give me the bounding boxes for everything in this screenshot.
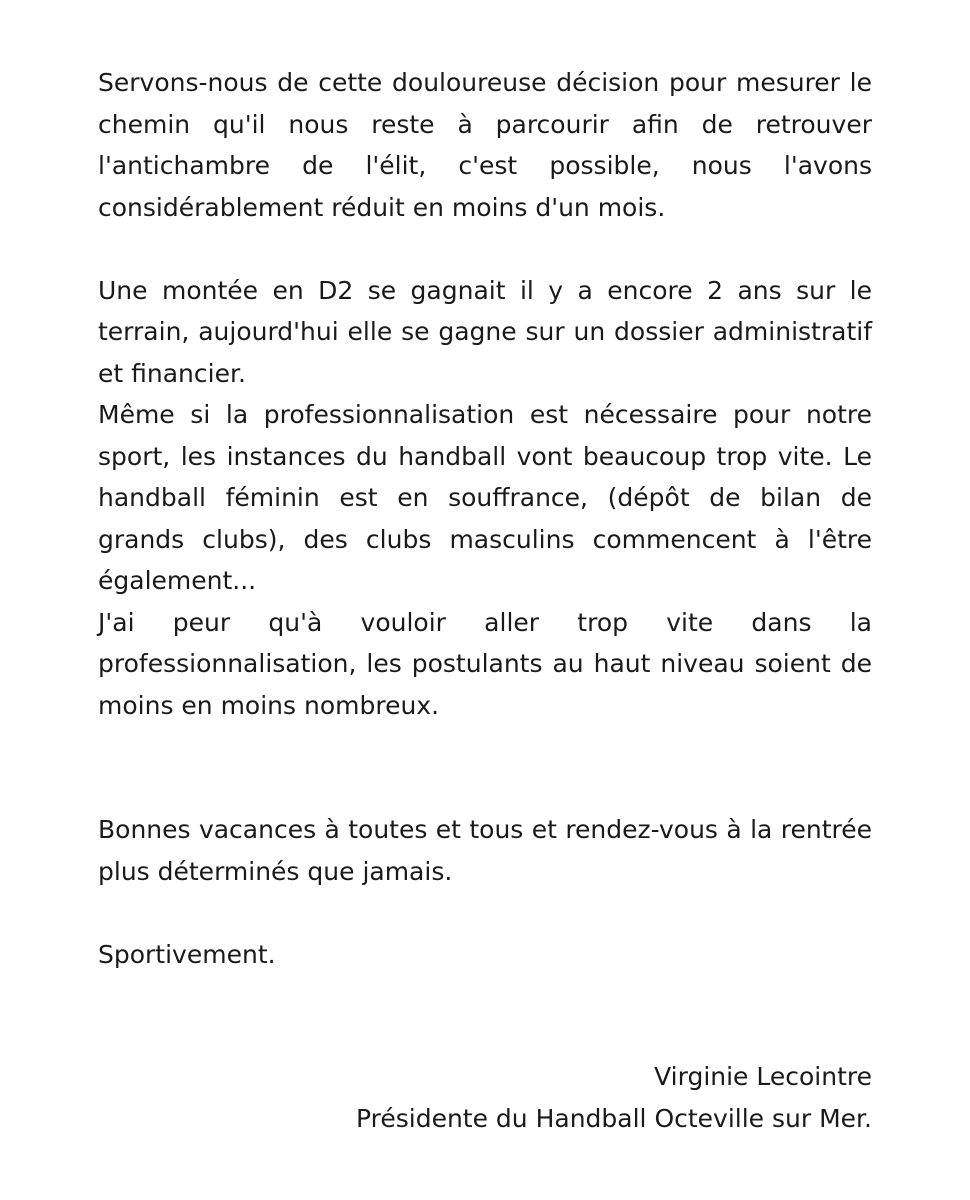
paragraph-spacer xyxy=(98,726,872,809)
paragraph-spacer xyxy=(98,228,872,270)
signature-block xyxy=(356,1056,872,1139)
paragraph-closing: Sportivement. xyxy=(98,939,276,969)
signature-title: Présidente du Handball Octeville sur Mer. xyxy=(355,1103,872,1133)
signature-name: Virginie Lecointre xyxy=(654,1062,872,1091)
paragraph-fear: J'ai peur qu'à vouloir aller trop vite dans la professionnalisation, les postulants au haut niveau soient de moins en moins nombreux. xyxy=(98,607,872,720)
paragraph-decision: Servons-nous de cette douloureuse décision pour mesurer le chemin qu'il nous reste à parcourir afin de retrouver l'antichambre de l'élit, c'est possible, nous l'avons considérablement réduit en moins d'un mois. xyxy=(98,68,872,222)
paragraph-holidays: Bonnes vacances à toutes et tous et rendez-vous à la rentrée plus déterminés que jamais. xyxy=(98,815,872,886)
paragraph-spacer xyxy=(98,892,872,934)
paragraph-d2-promotion: Une montée en D2 se gagnait il y a encore 2 ans sur le terrain, aujourd'hui elle se gagne sur un dossier administratif et financier. xyxy=(98,275,872,388)
paragraph-professionalisation: Même si la professionnalisation est nécessaire pour notre sport, les instances du handball vont beaucoup trop vite. Le handball féminin est en souffrance, (dépôt de bilan de grands clubs), des clubs masculins commencent à l'être également... xyxy=(98,400,872,595)
letter-body xyxy=(98,62,872,975)
